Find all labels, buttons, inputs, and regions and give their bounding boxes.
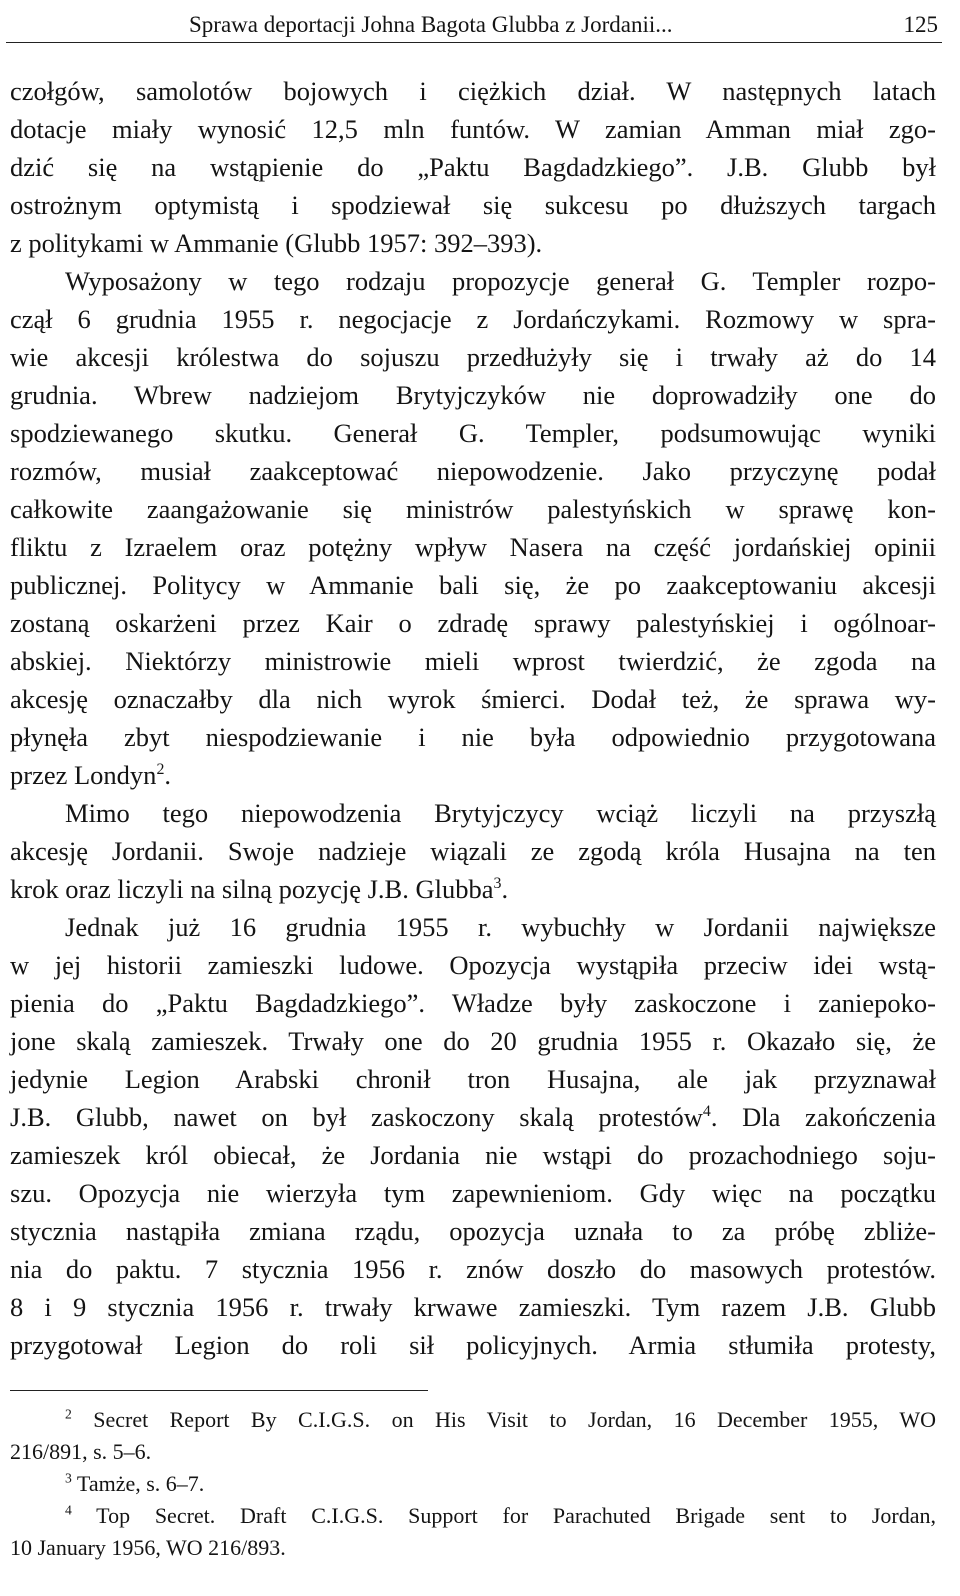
footnote-ref: 4 (702, 1103, 711, 1121)
page-number: 125 (903, 12, 938, 37)
text-line (10, 224, 936, 262)
footnote-text: 216/891, s. 5–6. (10, 1439, 152, 1464)
text-line (10, 1288, 936, 1326)
line-text: 8 i 9 stycznia 1956 r. trwały krwawe zamieszki. Tym razem J.B. Glubb (10, 1292, 936, 1322)
text-line (10, 186, 936, 224)
text-line (10, 110, 936, 148)
footnote-ref: 3 (493, 875, 502, 893)
text-line (10, 794, 936, 832)
text-line (10, 376, 936, 414)
text-line (10, 1136, 936, 1174)
line-text: czął 6 grudnia 1955 r. negocjacje z Jordańczykami. Rozmowy w spra- (10, 304, 936, 334)
line-text: Mimo tego niepowodzenia Brytyjczycy wciąż liczyli na przyszłą (65, 798, 936, 828)
text-line (10, 300, 936, 338)
line-text: płynęła zbyt niespodziewanie i nie była odpowiednio przygotowana (10, 722, 936, 752)
text-line (10, 452, 936, 490)
line-text: szu. Opozycja nie wierzyła tym zapewnieniom. Gdy więc na początku (10, 1178, 936, 1208)
line-text: dotacje miały wynosić 12,5 mln funtów. W zamian Amman miał zgo- (10, 114, 936, 144)
running-header (6, 6, 942, 43)
line-text-after: . Dla zakończenia (710, 1102, 936, 1132)
footnote-line (10, 1404, 936, 1436)
line-text: Wyposażony w tego rodzaju propozycje generał G. Templer rozpo- (65, 266, 936, 296)
line-text: zostaną oskarżeni przez Kair o zdradę sprawy palestyńskiej i ogólnoar- (10, 608, 936, 638)
line-text-after: . (164, 760, 172, 790)
text-line (10, 528, 936, 566)
text-line (10, 1174, 936, 1212)
line-text: grudnia. Wbrew nadziejom Brytyjczyków nie doprowadziły one do (10, 380, 936, 410)
text-line (10, 1098, 936, 1136)
footnote-ref: 2 (156, 761, 165, 779)
text-line (10, 566, 936, 604)
line-text: abskiej. Niektórzy ministrowie mieli wprost twierdzić, że zgoda na (10, 646, 936, 676)
text-line (10, 338, 936, 376)
line-text: wie akcesji królestwa do sojuszu przedłużyły się i trwały aż do 14 (10, 342, 936, 372)
text-line (10, 1060, 936, 1098)
text-line (10, 148, 936, 186)
text-line (10, 984, 936, 1022)
line-text: dzić się na wstąpienie do „Paktu Bagdadzkiego”. J.B. Glubb był (10, 152, 936, 182)
footnote-separator (10, 1390, 428, 1391)
footnote-number: 2 (65, 1406, 72, 1422)
line-text: rozmów, musiał zaakceptować niepowodzenie. Jako przyczynę podał (10, 456, 936, 486)
line-text: spodziewanego skutku. Generał G. Templer, podsumowując wyniki (10, 418, 936, 448)
footnote-number: 4 (65, 1502, 72, 1518)
line-text: zamieszek król obiecał, że Jordania nie wstąpi do prozachodniego soju- (10, 1140, 936, 1170)
text-line (10, 414, 936, 452)
text-line (10, 642, 936, 680)
line-text: przygotował Legion do roli sił policyjnych. Armia stłumiła protesty, (10, 1330, 936, 1360)
line-text: publicznej. Politycy w Ammanie bali się, że po zaakceptowaniu akcesji (10, 570, 936, 600)
line-text: całkowite zaangażowanie się ministrów palestyńskich w sprawę kon- (10, 494, 936, 524)
line-text: stycznia nastąpiła zmiana rządu, opozycja uznała to za próbę zbliże- (10, 1216, 936, 1246)
text-line (10, 1022, 936, 1060)
footnote-number: 3 (65, 1470, 72, 1486)
line-text: Jednak już 16 grudnia 1955 r. wybuchły w Jordanii największe (65, 912, 936, 942)
text-line (10, 490, 936, 528)
line-text: jone skalą zamieszek. Trwały one do 20 grudnia 1955 r. Okazało się, że (10, 1026, 936, 1056)
footnote-line (10, 1500, 936, 1532)
line-text: nia do paktu. 7 stycznia 1956 r. znów doszło do masowych protestów. (10, 1254, 936, 1284)
line-text: przez Londyn (10, 760, 157, 790)
line-text: akcesję oznaczałby dla nich wyrok śmierci. Dodał też, że sprawa wy- (10, 684, 936, 714)
line-text: akcesję Jordanii. Swoje nadzieje wiązali ze zgodą króla Husajna na ten (10, 836, 936, 866)
text-line (10, 262, 936, 300)
footnote-line (10, 1468, 936, 1500)
footnotes (10, 1404, 936, 1564)
text-line (10, 908, 936, 946)
text-line (10, 832, 936, 870)
text-line (10, 718, 936, 756)
text-line (10, 1326, 936, 1364)
line-text: z politykami w Ammanie (Glubb 1957: 392–393). (10, 228, 543, 258)
footnote-text: Secret Report By C.I.G.S. on His Visit to Jordan, 16 December 1955, WO (71, 1407, 936, 1432)
main-text (10, 72, 936, 1364)
footnote-text: Tamże, s. 6–7. (71, 1471, 205, 1496)
line-text-after: . (501, 874, 509, 904)
footnote-line (10, 1532, 936, 1564)
text-line (10, 1250, 936, 1288)
line-text: w jej historii zamieszki ludowe. Opozycja wystąpiła przeciw idei wstą- (10, 950, 936, 980)
line-text: J.B. Glubb, nawet on był zaskoczony skalą protestów (10, 1102, 703, 1132)
footnote-text: 10 January 1956, WO 216/893. (10, 1535, 286, 1560)
running-title: Sprawa deportacji Johna Bagota Glubba z Jordanii... (189, 12, 673, 37)
text-line (10, 756, 936, 794)
footnote-line (10, 1436, 936, 1468)
line-text: fliktu z Izraelem oraz potężny wpływ Nasera na część jordańskiej opinii (10, 532, 936, 562)
line-text: czołgów, samolotów bojowych i ciężkich dział. W następnych latach (10, 76, 936, 106)
text-line (10, 870, 936, 908)
line-text: krok oraz liczyli na silną pozycję J.B. Glubba (10, 874, 494, 904)
line-text: jedynie Legion Arabski chronił tron Husajna, ale jak przyznawał (10, 1064, 936, 1094)
line-text: pienia do „Paktu Bagdadzkiego”. Władze były zaskoczone i zaniepoko- (10, 988, 936, 1018)
text-line (10, 680, 936, 718)
text-line (10, 604, 936, 642)
footnote-text: Top Secret. Draft C.I.G.S. Support for Parachuted Brigade sent to Jordan, (71, 1503, 936, 1528)
text-line (10, 1212, 936, 1250)
line-text: ostrożnym optymistą i spodziewał się sukcesu po dłuższych targach (10, 190, 936, 220)
text-line (10, 946, 936, 984)
text-line (10, 72, 936, 110)
